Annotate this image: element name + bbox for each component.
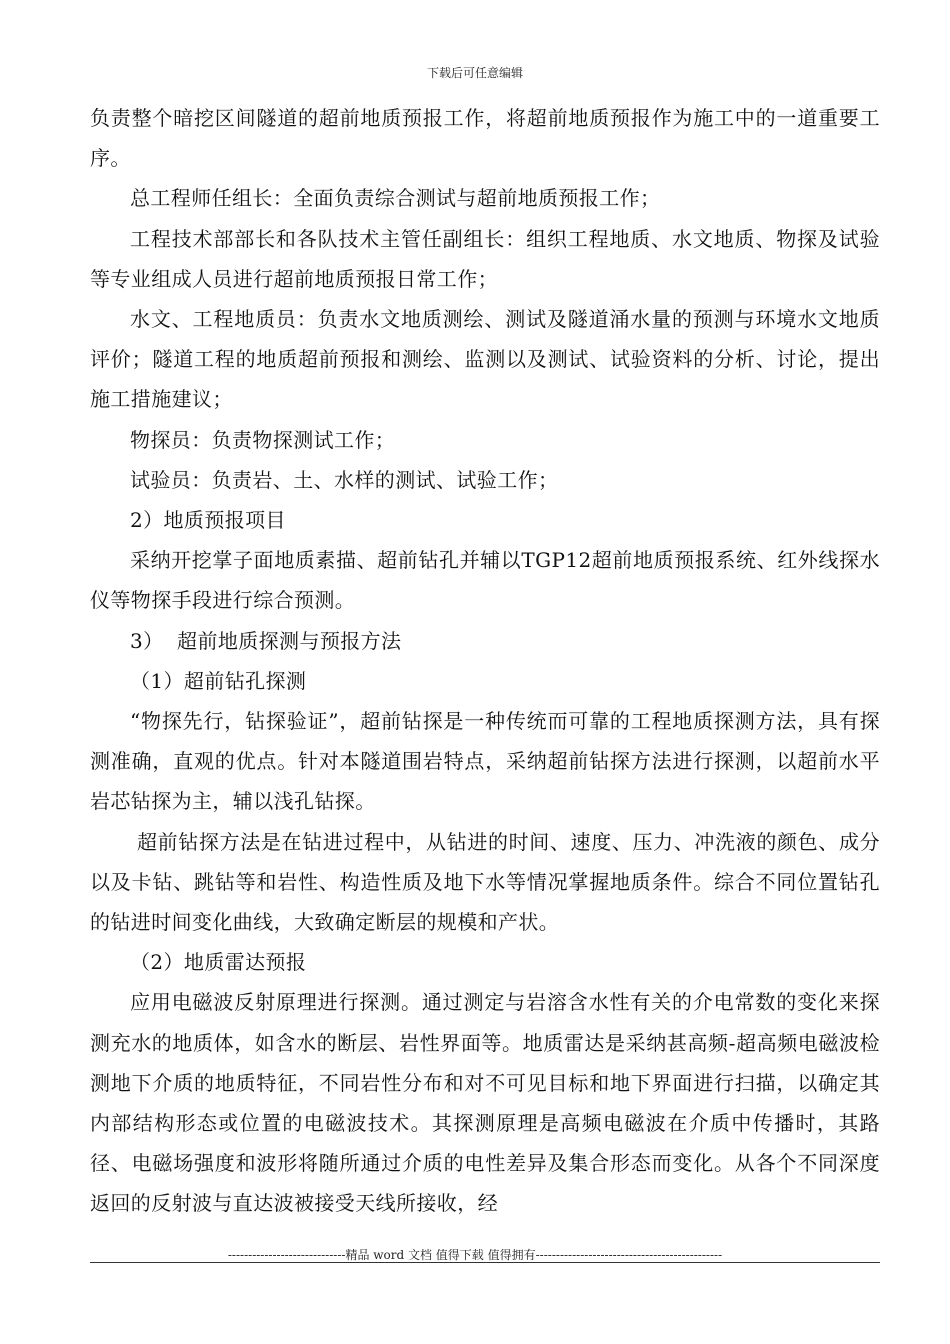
footer-divider	[90, 1262, 880, 1263]
paragraph: 工程技术部部长和各队技术主管任副组长：组织工程地质、水文地质、物探及试验等专业组成人员进行超前地质预报日常工作；	[90, 226, 880, 291]
section-heading: 2）地质预报项目	[130, 508, 286, 533]
subsection-heading: （2）地质雷达预报	[130, 950, 307, 975]
page-footer: -----------------------------精品 word 文档 值得下载 值得拥有----------------------------------------------	[227, 1248, 723, 1262]
paragraph: 负责整个暗挖区间隧道的超前地质预报工作，将超前地质预报作为施工中的一道重要工序。	[90, 106, 880, 171]
paragraph: 采纳开挖掌子面地质素描、超前钻孔并辅以TGP12超前地质预报系统、红外线探水仪等物探手段进行综合预测。	[90, 548, 880, 613]
paragraph: 物探员：负责物探测试工作；	[130, 427, 396, 452]
paragraph: “物探先行，钻探验证”，超前钻探是一种传统而可靠的工程地质探测方法，具有探测准确，直观的优点。针对本隧道围岩特点，采纳超前钻探方法进行探测，以超前水平岩芯钻探为主，辅以浅孔钻探。	[90, 709, 880, 814]
section-heading: 3） 超前地质探测与预报方法	[130, 628, 402, 653]
paragraph: 超前钻探方法是在钻进过程中，从钻进的时间、速度、压力、冲洗液的颜色、成分以及卡钻、跳钻等和岩性、构造性质及地下水等情况掌握地质条件。综合不同位置钻孔的钻进时间变化曲线，大致确定断层的规模和产状。	[90, 829, 880, 935]
page-header: 下载后可任意编辑	[426, 66, 523, 80]
paragraph: 试验员：负责岩、土、水样的测试、试验工作；	[130, 467, 559, 492]
subsection-heading: （1）超前钻孔探测	[130, 668, 307, 693]
body-text	[90, 98, 880, 1224]
paragraph: 水文、工程地质员：负责水文地质测绘、测试及隧道涌水量的预测与环境水文地质评价；隧道工程的地质超前预报和测绘、监测以及测试、试验资料的分析、讨论，提出施工措施建议；	[90, 307, 880, 412]
paragraph: 总工程师任组长：全面负责综合测试与超前地质预报工作；	[130, 186, 661, 211]
paragraph: 应用电磁波反射原理进行探测。通过测定与岩溶含水性有关的介电常数的变化来探测充水的地质体，如含水的断层、岩性界面等。地质雷达是采纳甚高频-超高频电磁波检测地下介质的地质特征，不同岩性分布和对不可见目标和地下界面进行扫描，以确定其内部结构形态或位置的电磁波技术。其探测原理是高频电磁波在介质中传播时，其路径、电磁场强度和波形将随所通过介质的电性差异及集合形态而变化。从各个不同深度返回的反射波与直达波被接受天线所接收，经	[90, 990, 880, 1216]
